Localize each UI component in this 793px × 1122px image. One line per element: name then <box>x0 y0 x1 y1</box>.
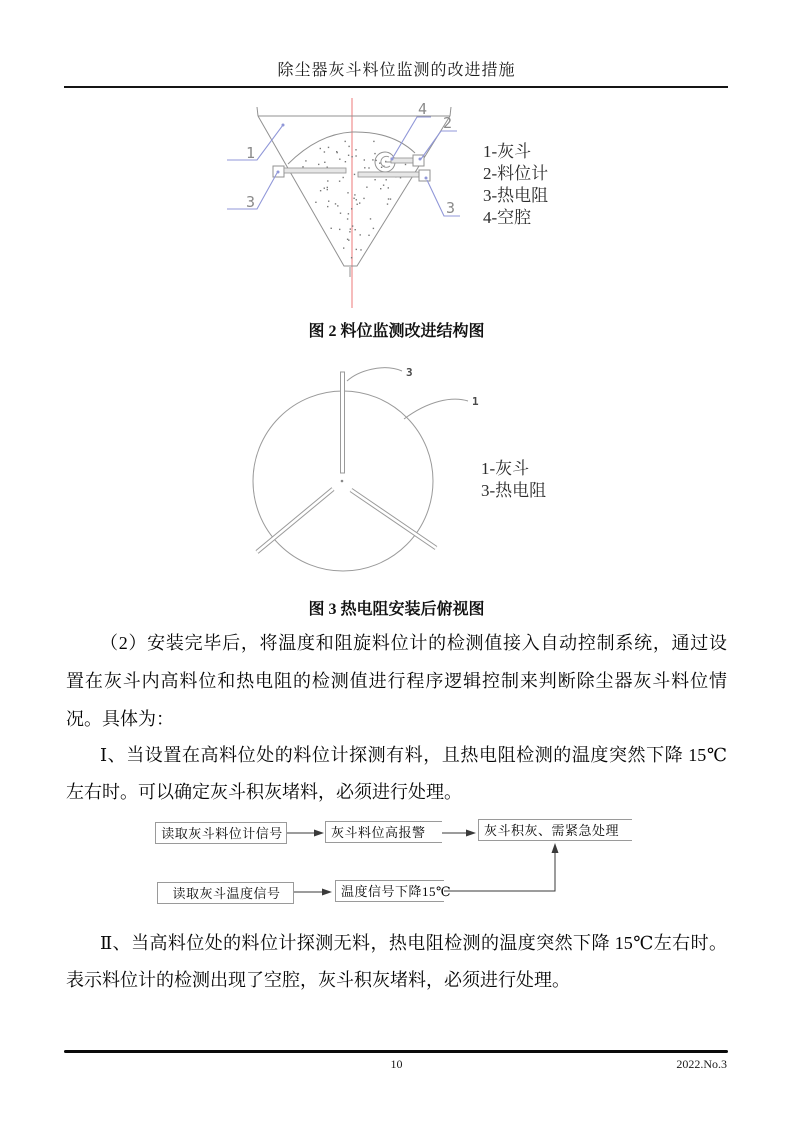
flowchart-box-emergency: 灰斗积灰、需紧急处理 <box>478 819 632 841</box>
flowchart-box-temp-drop: 温度信号下降15℃ <box>335 880 444 902</box>
paragraph-line: 左右时。可以确定灰斗积灰堵料，必须进行处理。 <box>66 782 462 802</box>
figure2-drawing <box>223 95 485 317</box>
figure3-callout-numbers <box>406 366 479 408</box>
figure2-legend <box>483 141 548 229</box>
figure2-hopper-outline <box>257 107 451 277</box>
callout-3: 3 <box>406 366 413 379</box>
level-gauge-probe <box>391 158 414 163</box>
legend-item: 4-空腔 <box>483 208 532 227</box>
paragraph-line: Ⅱ、当高料位处的料位计探测无料，热电阻检测的温度突然下降 15℃左右时。 <box>100 933 727 953</box>
figure3-rods <box>257 372 436 552</box>
figure3-drawing <box>235 358 505 588</box>
flowchart-box-level-alarm: 灰斗料位高报警 <box>325 821 442 843</box>
figure3-caption: 图 3 热电阻安装后俯视图 <box>308 601 485 618</box>
center-dot <box>341 480 344 483</box>
flowchart-box-read-temp: 读取灰斗温度信号 <box>157 882 294 904</box>
paragraph-line: 表示料位计的检测出现了空腔，灰斗积灰堵料，必须进行处理。 <box>66 970 570 990</box>
callout-3-right: 3 <box>446 199 456 217</box>
footer-rule <box>64 1050 728 1053</box>
paragraph-line: 况。具体为： <box>66 709 174 729</box>
callout-1: 1 <box>246 144 256 162</box>
legend-item: 1-灰斗 <box>481 459 530 478</box>
callout-3-left: 3 <box>246 193 256 211</box>
figure2-ash-dots <box>296 141 406 259</box>
flowchart-box-read-level: 读取灰斗料位计信号 <box>155 822 287 844</box>
paragraph-line: Ⅰ、当设置在高料位处的料位计探测有料，且热电阻检测的温度突然下降 15℃ <box>100 745 727 765</box>
paragraph-line: 置在灰斗内高料位和热电阻的检测值进行程序逻辑控制来判断除尘器灰斗料位情 <box>66 671 727 691</box>
paragraph-line: （2）安装完毕后，将温度和阻旋料位计的检测值接入自动控制系统，通过设 <box>100 633 727 653</box>
page-title: 除尘器灰斗料位监测的改进措施 <box>277 62 516 79</box>
callout-2: 2 <box>443 114 453 132</box>
issue-number: 2022.No.3 <box>676 1057 727 1071</box>
legend-item: 2-料位计 <box>483 164 549 183</box>
thermal-probe-right <box>358 172 419 177</box>
callout-4: 4 <box>418 100 428 118</box>
legend-item: 3-热电阻 <box>481 481 547 500</box>
figure2-caption: 图 2 料位监测改进结构图 <box>308 323 485 340</box>
page-number: 10 <box>390 1057 403 1071</box>
header-rule <box>64 86 728 88</box>
figure3-legend <box>481 458 546 502</box>
legend-item: 1-灰斗 <box>483 142 532 161</box>
callout-1: 1 <box>472 395 479 408</box>
figure2-leader-lines <box>227 117 460 216</box>
legend-item: 3-热电阻 <box>483 186 549 205</box>
thermal-probe-left <box>284 168 346 173</box>
